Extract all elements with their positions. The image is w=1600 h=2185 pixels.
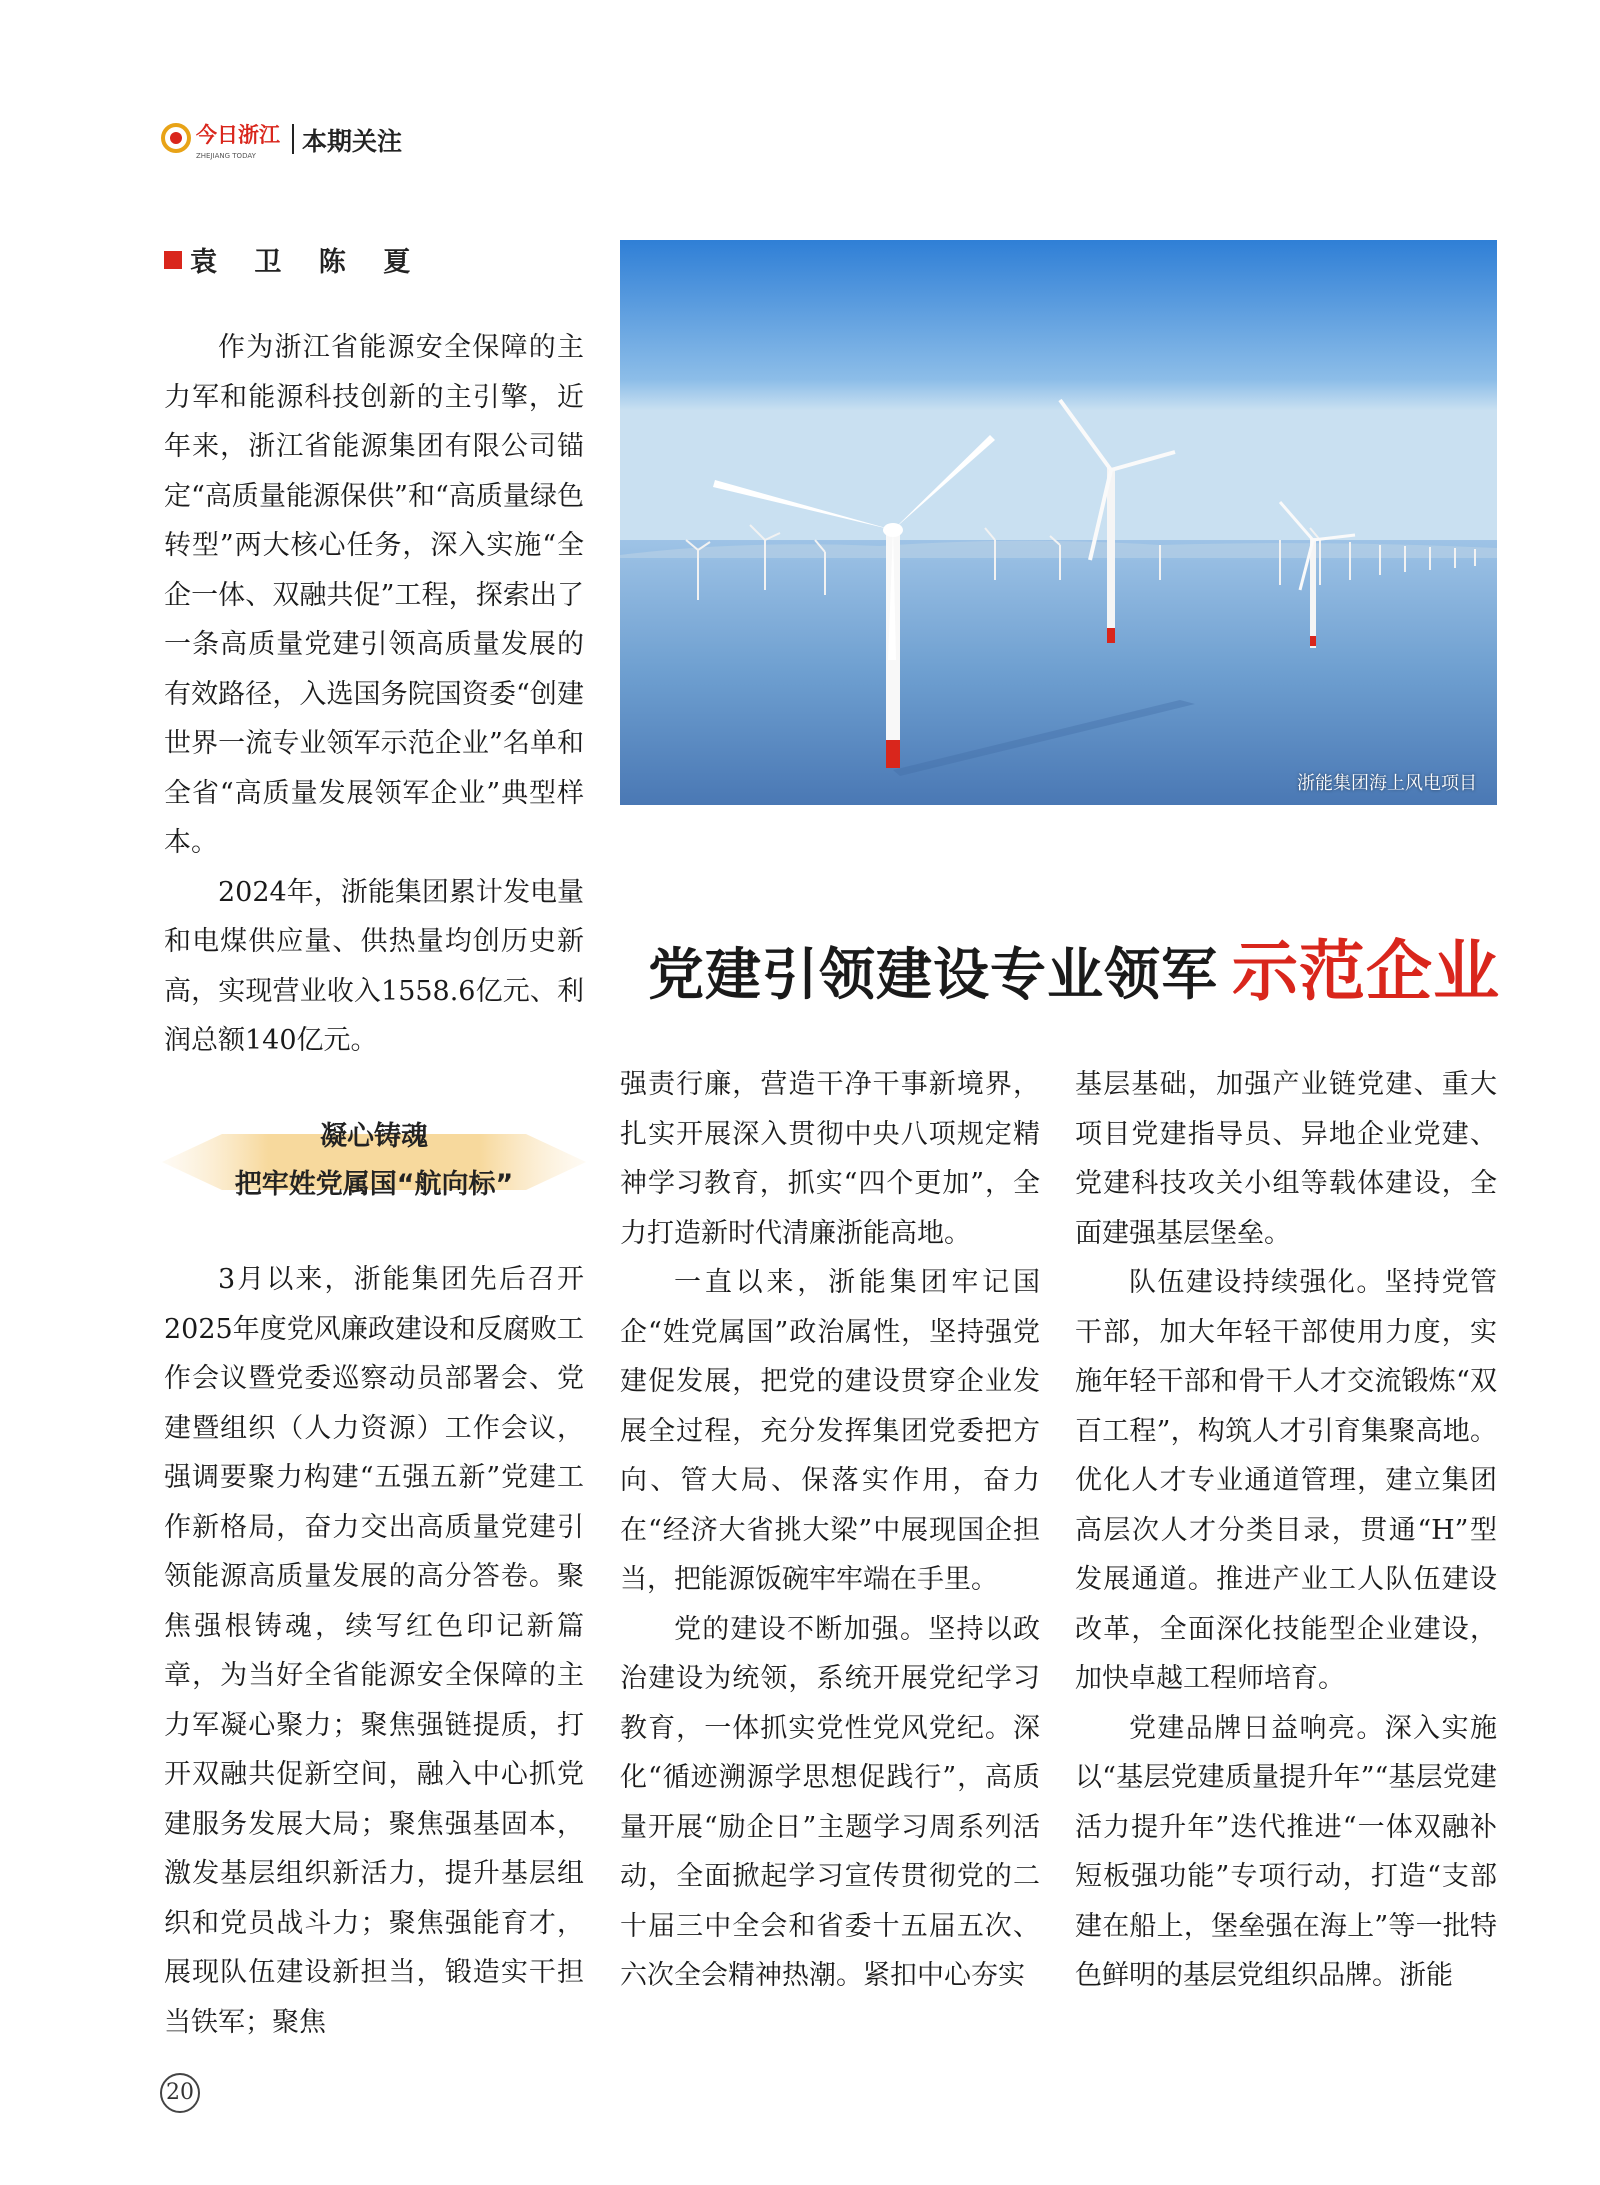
intro-paragraph-1: 作为浙江省能源安全保障的主力军和能源科技创新的主引擎，近年来，浙江省能源集团有限公司锚定“高质量能源保供”和“高质量绿色转型”两大核心任务，深入实施“全企一体、双融共促”工程，探索出了一条高质量党建引领高质量发展的有效路径，入选国务院国资委“创建世界一流专业领军示范企业”名单和全省“高质量发展领军企业”典型样本。: [164, 332, 584, 858]
middle-column: [620, 1060, 1040, 2001]
magazine-logo: [160, 118, 290, 166]
section-title: 本期关注: [302, 127, 403, 156]
left-column: [164, 1255, 584, 2047]
photo-caption: 浙能集团海上风电项目: [1297, 773, 1477, 794]
right-paragraph-2: 队伍建设持续强化。坚持党管干部，加大年轻干部使用力度，实施年轻干部和骨干人才交流锻炼“双百工程”，构筑人才引育集聚高地。优化人才专业通道管理，建立集团高层次人才分类目录，贯通“H”型发展通道。推进产业工人队伍建设改革，全面深化技能型企业建设，加快卓越工程师培育。: [1075, 1267, 1497, 1694]
middle-paragraph-3: 党的建设不断加强。坚持以政治建设为统领，系统开展党纪学习教育，一体抓实党性党风党纪。深化“循迹溯源学思想促践行”，高质量开展“励企日”主题学习周系列活动，全面掀起学习宣传贯彻党的二十届三中全会和省委十五届五次、六次全会精神热潮。紧扣中心夯实: [620, 1613, 1040, 1991]
logo-text: 今日浙江: [196, 122, 280, 147]
middle-paragraph-2: 一直以来，浙能集团牢记国企“姓党属国”政治属性，坚持强党建促发展，把党的建设贯穿企业发展全过程，充分发挥集团党委把方向、管大局、保落实作用，奋力在“经济大省挑大梁”中展现国企担当，把能源饭碗牢牢端在手里。: [620, 1267, 1040, 1595]
header-divider: [292, 124, 294, 154]
subheading-line-2: 把牢姓党属国“航向标”: [234, 1169, 514, 1200]
right-paragraph-1: 基层基础，加强产业链党建、重大项目党建指导员、异地企业党建、党建科技攻关小组等载体建设，全面建强基层堡垒。: [1075, 1069, 1497, 1249]
headline-highlight: 示范企业: [1232, 933, 1500, 1010]
headline-main: 党建引领建设专业领军: [648, 943, 1218, 1008]
article-headline: [648, 918, 1500, 1013]
left-paragraph-1: 3月以来，浙能集团先后召开2025年度党风廉政建设和反腐败工作会议暨党委巡察动员部署会、党建暨组织（人力资源）工作会议，强调要聚力构建“五强五新”党建工作新格局，奋力交出高质量党建引领能源高质量发展的高分答卷。聚焦强根铸魂，续写红色印记新篇章，为当好全省能源安全保障的主力军凝心聚力；聚焦强链提质，打开双融共促新空间，融入中心抓党建服务发展大局；聚焦强基固本，激发基层组织新活力，提升基层组织和党员战斗力；聚焦强能育才，展现队伍建设新担当，锻造实干担当铁军；聚焦: [164, 1264, 584, 2038]
page-number: 20: [160, 2073, 200, 2113]
intro-column: [164, 323, 584, 1066]
wind-farm-photo: [620, 240, 1497, 805]
author-names: 袁 卫 陈 夏: [190, 247, 425, 278]
intro-paragraph-2: 2024年，浙能集团累计发电量和电煤供应量、供热量均创历史新高，实现营业收入1558.6亿元、利润总额140亿元。: [164, 876, 584, 1056]
byline-marker: [164, 251, 182, 269]
subheading-line-1: 凝心铸魂: [320, 1121, 428, 1152]
subheading-ribbon: [162, 1106, 586, 1208]
right-paragraph-3: 党建品牌日益响亮。深入实施以“基层党建质量提升年”“基层党建活力提升年”迭代推进“一体双融补短板强功能”专项行动，打造“支部建在船上，堡垒强在海上”等一批特色鲜明的基层党组织品牌。浙能: [1075, 1712, 1497, 1991]
byline: [164, 240, 424, 279]
middle-paragraph-1: 强责行廉，营造干净干事新境界，扎实开展深入贯彻中央八项规定精神学习教育，抓实“四个更加”，全力打造新时代清廉浙能高地。: [620, 1069, 1040, 1249]
right-column: [1075, 1060, 1497, 2001]
logo-subtext: ZHEJIANG TODAY: [196, 152, 256, 160]
